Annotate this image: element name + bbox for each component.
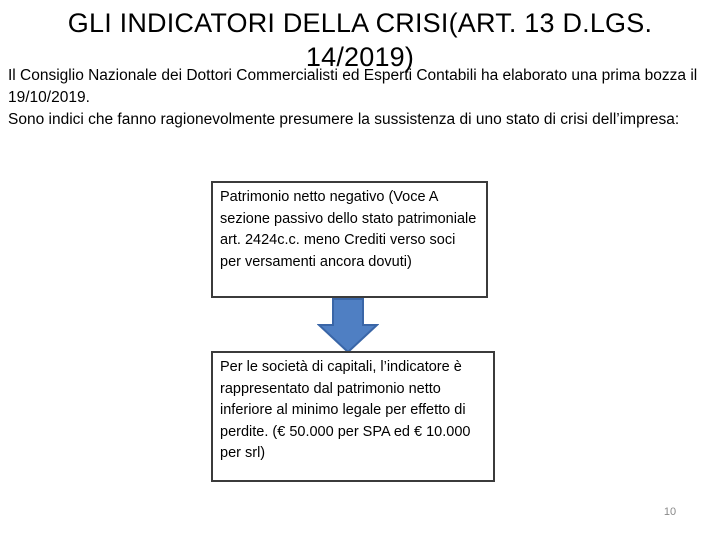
intro-paragraph-2: Sono indici che fanno ragionevolmente presumere la sussistenza di uno stato di crisi dell’impresa: [8, 111, 680, 128]
intro-paragraph-1: Il Consiglio Nazionale dei Dottori Commercialisti ed Esperti Contabili ha elaborato una prima bozza il 19/10/2019. [8, 67, 698, 106]
page-number: 10 [663, 506, 677, 518]
down-arrow-icon [317, 298, 379, 354]
indicator-box-legal-minimum: Per le società di capitali, l’indicatore è rappresentato dal patrimonio netto inferiore al minimo legale per effetto di perdite. (€ 50.000 per SPA ed € 10.000 per srl) [211, 351, 495, 482]
indicator-box-negative-equity: Patrimonio netto negativo (Voce A sezione passivo dello stato patrimoniale art. 2424c.c. meno Crediti verso soci per versamenti ancora dovuti) [211, 181, 488, 298]
intro-text [8, 65, 712, 131]
down-arrow-shape [319, 299, 377, 352]
slide-title: GLI INDICATORI DELLA CRISI(ART. 13 D.LGS. 14/2019) [67, 8, 653, 72]
